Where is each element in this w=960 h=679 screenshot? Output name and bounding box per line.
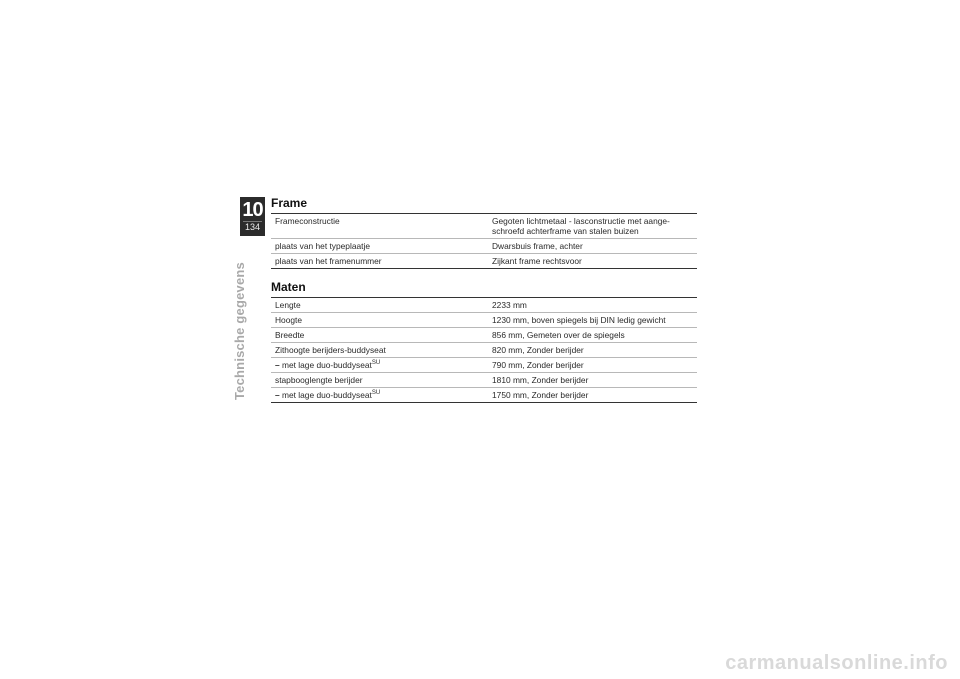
table-row xyxy=(271,239,697,254)
maten-heading: Maten xyxy=(271,280,306,294)
frame-table xyxy=(271,213,697,269)
table-row xyxy=(271,214,697,239)
su-superscript: SU xyxy=(371,390,381,397)
row-value: 790 mm, Zonder berijder xyxy=(488,358,697,373)
table-row xyxy=(271,358,697,373)
row-label: Frameconstructie xyxy=(275,216,340,226)
row-value xyxy=(488,214,697,239)
row-label: Breedte xyxy=(271,328,488,343)
watermark: carmanualsonline.info xyxy=(725,652,948,674)
table-row xyxy=(271,313,697,328)
row-value-line: Gegoten lichtmetaal - lasconstructie met aange- xyxy=(492,216,670,226)
maten-table xyxy=(271,297,697,403)
chapter-title: Technische gegevens xyxy=(232,262,247,400)
table-row xyxy=(271,373,697,388)
row-label-text: met lage duo-buddyseat xyxy=(282,390,372,400)
row-label: plaats van het framenummer xyxy=(271,254,488,269)
row-label: stapbooglengte berijder xyxy=(271,373,488,388)
row-value: 820 mm, Zonder berijder xyxy=(488,343,697,358)
row-value: 1750 mm, Zonder berijder xyxy=(488,388,697,403)
row-label xyxy=(271,358,488,373)
row-value: 2233 mm xyxy=(492,300,527,310)
row-label xyxy=(271,388,488,403)
row-label: Hoogte xyxy=(271,313,488,328)
row-label: Lengte xyxy=(275,300,301,310)
frame-heading: Frame xyxy=(271,196,308,210)
row-value: Dwarsbuis frame, achter xyxy=(488,239,697,254)
row-value: 1230 mm, boven spiegels bij DIN ledig gewicht xyxy=(488,313,697,328)
chapter-number: 10 xyxy=(242,199,263,221)
row-value: 856 mm, Gemeten over de spiegels xyxy=(488,328,697,343)
dash-bullet: – xyxy=(275,390,280,400)
page-number: 134 xyxy=(244,222,261,232)
row-label: Zithoogte berijders-buddyseat xyxy=(271,343,488,358)
table-row xyxy=(271,254,697,269)
row-value: Zijkant frame rechtsvoor xyxy=(488,254,697,269)
row-value-line: schroefd achterframe van stalen buizen xyxy=(492,226,639,236)
table-row xyxy=(271,343,697,358)
row-value: 1810 mm, Zonder berijder xyxy=(488,373,697,388)
su-superscript: SU xyxy=(371,360,381,367)
table-row xyxy=(271,298,697,313)
table-row xyxy=(271,328,697,343)
row-label-text: met lage duo-buddyseat xyxy=(282,360,372,370)
dash-bullet: – xyxy=(275,360,280,370)
row-label: plaats van het typeplaatje xyxy=(271,239,488,254)
table-row xyxy=(271,388,697,403)
chapter-badge xyxy=(240,197,265,236)
